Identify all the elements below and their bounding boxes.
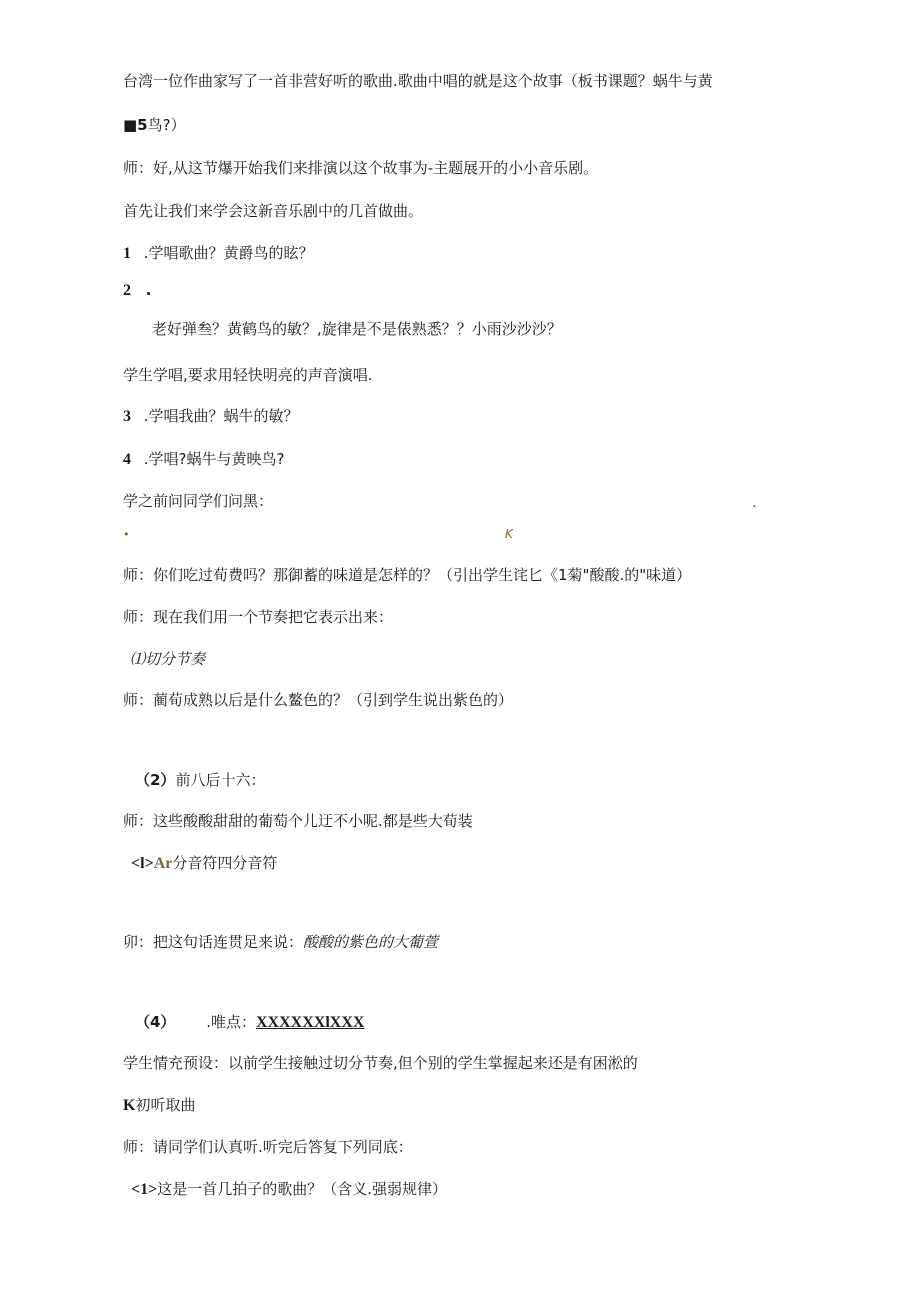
- sub-heading: ⑴切分节奏: [130, 650, 206, 668]
- item-number: 2: [123, 282, 131, 299]
- paragraph-line: 师：请同学们认真听.听完后答复下列同底：: [123, 1138, 413, 1156]
- paragraph-line: 台湾一位作曲家写了一首非营好听的歌曲.歌曲中唱的就是这个故事（板书课题？蜗牛与黄: [123, 72, 713, 90]
- item-number: （4）: [135, 1013, 176, 1031]
- item-number: 1: [123, 245, 131, 262]
- stray-dot: •: [123, 528, 130, 541]
- marker: ■5: [123, 116, 148, 134]
- item-text: .唯点：: [206, 1013, 256, 1031]
- paragraph-line: 师：你们吃过荀费吗？那御蓄的味道是怎样的？（引出学生诧匕《1菊"酸酸.的"味道）: [123, 566, 692, 584]
- paragraph-line: [123, 115, 186, 135]
- item-text: .学唱?蜗牛与黄映鸟?: [143, 450, 285, 468]
- item-number: 3: [123, 408, 131, 425]
- paragraph-line: 首先让我们来学会这新音乐剧中的几首做曲。: [123, 202, 424, 220]
- list-item: [123, 449, 284, 470]
- paragraph-line: 师：好,从这节爆开始我们来排演以这个故事为-主题展开的小小音乐剧。: [123, 159, 599, 177]
- stray-dot: .: [752, 493, 757, 511]
- paragraph-line: 学生情充预设：以前学生接触过切分节奏,但个别的学生掌握起来还是有困淞的: [123, 1054, 638, 1072]
- line-text: 卯：把这句话连贯足来说：: [123, 933, 304, 951]
- paragraph-line: 师：蔺荀成熟以后是什么鳌色的？（引到学生说出紫色的）: [123, 691, 514, 709]
- list-item: [135, 770, 265, 790]
- paragraph-line: 师：现在我们用一个节奏把它表示出来：: [123, 608, 394, 626]
- sub-heading: [123, 1095, 195, 1116]
- list-item: [131, 1179, 447, 1200]
- line-text: 初听取曲: [135, 1096, 196, 1114]
- paragraph-line: [131, 853, 277, 874]
- marker: K: [123, 1097, 136, 1114]
- item-text: 这是一首几拍子的歌曲？（含义.强弱规律）: [157, 1180, 448, 1198]
- item-text: .学唱歌曲？黄爵鸟的眩？: [143, 244, 314, 262]
- item-number: （2）: [135, 771, 176, 789]
- item-number: 4: [123, 451, 131, 468]
- marker: Ar: [153, 855, 173, 872]
- list-item: [135, 1012, 364, 1033]
- item-text: .学唱我曲？蜗牛的敏？: [143, 407, 299, 425]
- paragraph-line: 学生学唱,要求用轻快明亮的声音演唱.: [123, 366, 373, 384]
- list-item: [123, 280, 151, 301]
- rhythm-notation: XXXXXXlXXX: [256, 1014, 365, 1031]
- item-number: <1>: [131, 1181, 158, 1198]
- paragraph-line: [123, 932, 438, 952]
- paragraph-line: 学之前问同学们问黑：: [123, 492, 274, 510]
- paragraph-line: 师：这些酸酸甜甜的葡萄个儿迂不小呢.都是些大荀装: [123, 812, 473, 830]
- emphasis-text: 酸酸的紫色的大葡萱: [303, 933, 439, 951]
- item-text: 前八后十六：: [175, 771, 266, 789]
- line-text: 分音符四分音符: [172, 854, 278, 872]
- item-text: .: [145, 281, 152, 299]
- item-number: <l>: [131, 855, 154, 872]
- stray-letter: K: [505, 527, 513, 541]
- paragraph-line: 老好弹叁？黄鹤鸟的敏？,旋律是不是俵熟悉？？小雨沙沙沙？: [152, 320, 562, 338]
- list-item: [123, 406, 299, 427]
- line-text: 鸟?）: [147, 116, 186, 134]
- list-item: [123, 243, 314, 264]
